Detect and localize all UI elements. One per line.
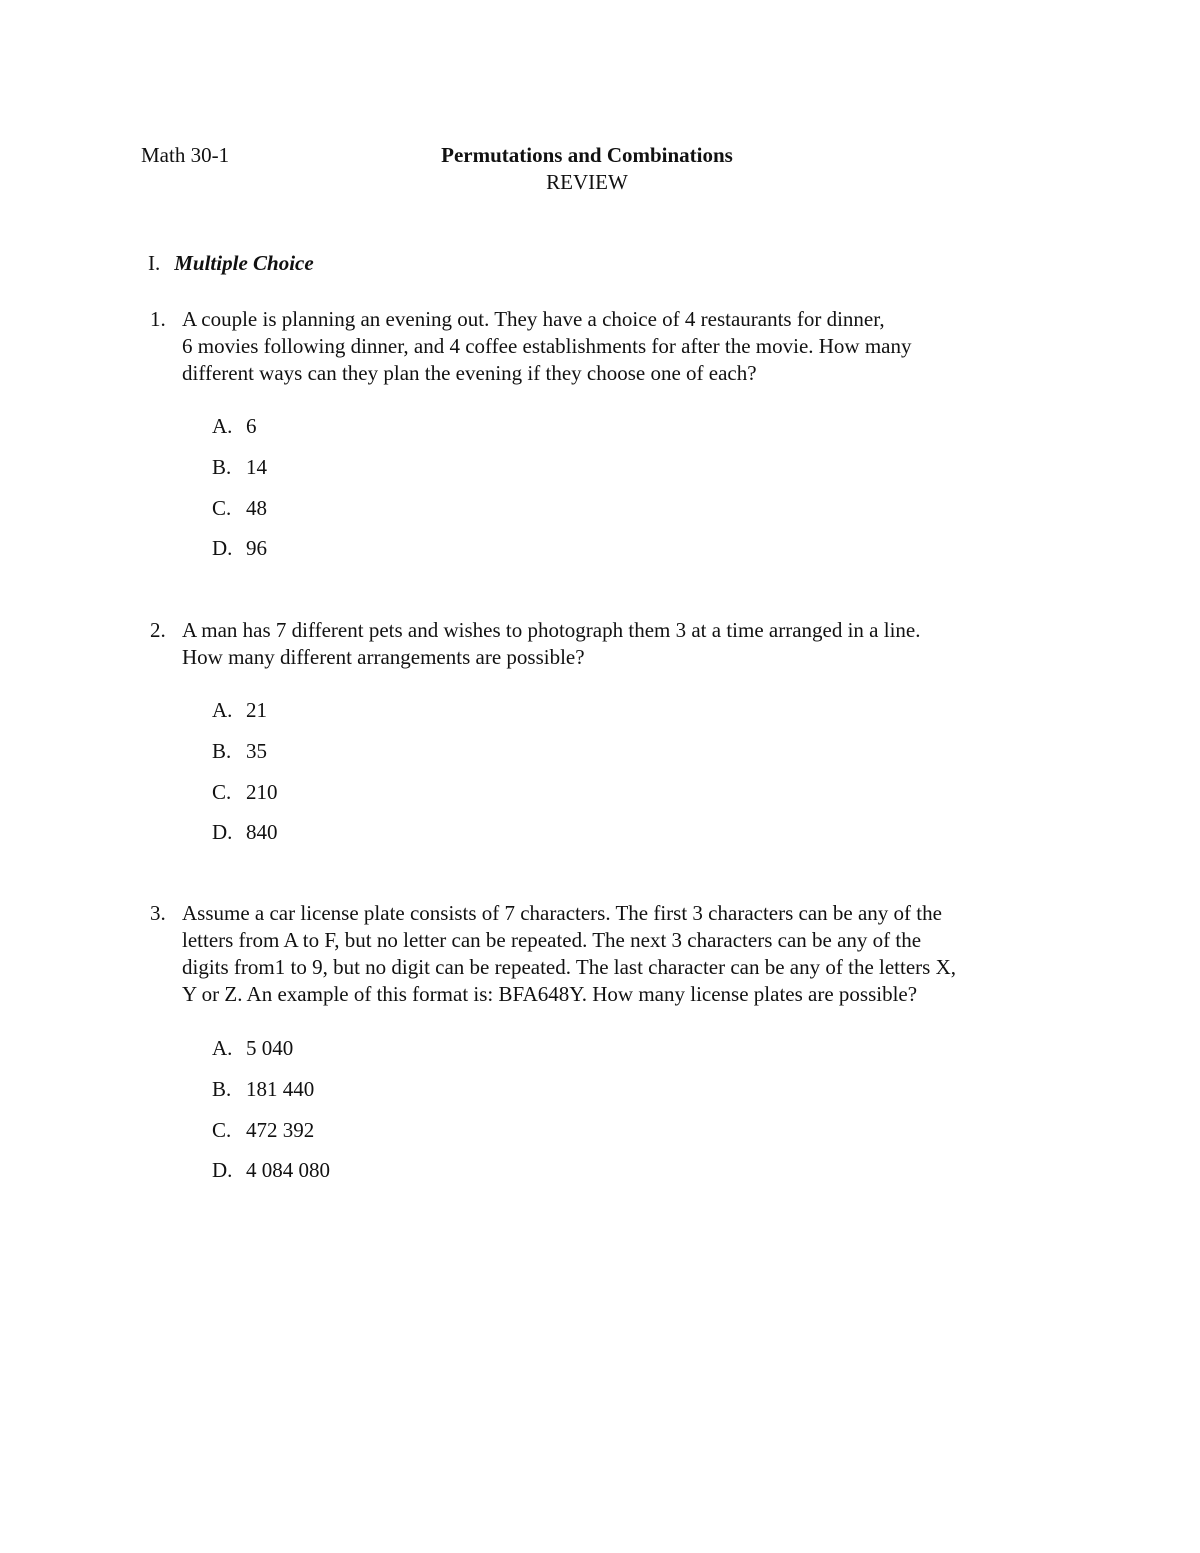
question-text-line: A couple is planning an evening out. They have a choice of 4 restaurants for dinner, [182,307,885,331]
option-letter: A. [212,698,233,722]
option-letter: D. [212,820,233,844]
option-letter: A. [212,1036,233,1060]
page-title: Permutations and Combinations [441,143,733,167]
option-value: 48 [246,496,267,520]
option-value: 181 440 [246,1077,315,1101]
question-text-line: 6 movies following dinner, and 4 coffee establishments for after the movie. How many [182,334,912,358]
option-value: 35 [246,739,267,763]
question-number: 1. [150,307,166,331]
option-letter: C. [212,780,232,804]
option-letter: B. [212,455,232,479]
option-letter: C. [212,496,232,520]
question-text-line: Y or Z. An example of this format is: BFA648Y. How many license plates are possible? [182,982,918,1006]
option-letter: B. [212,1077,232,1101]
question-text-line: How many different arrangements are possible? [182,645,585,669]
option-letter: C. [212,1118,232,1142]
option-value: 6 [246,414,257,438]
question-number: 2. [150,618,166,642]
question-text-line: A man has 7 different pets and wishes to photograph them 3 at a time arranged in a line. [182,618,921,642]
option-value: 472 392 [246,1118,315,1142]
course-label: Math 30-1 [141,143,230,167]
option-value: 210 [246,780,278,804]
section-numeral: I. [148,251,161,275]
option-value: 4 084 080 [246,1158,330,1182]
option-value: 840 [246,820,278,844]
option-letter: B. [212,739,232,763]
page-subtitle: REVIEW [546,170,628,194]
option-value: 21 [246,698,267,722]
option-value: 96 [246,536,267,560]
option-letter: A. [212,414,233,438]
option-value: 14 [246,455,267,479]
option-letter: D. [212,1158,233,1182]
question-text-line: digits from1 to 9, but no digit can be repeated. The last character can be any of the letters X, [182,955,957,979]
section-heading [148,251,314,276]
question-text-line: different ways can they plan the evening if they choose one of each? [182,361,757,385]
section-title: Multiple Choice [174,251,314,275]
question-text-line: Assume a car license plate consists of 7 characters. The first 3 characters can be any of the [182,901,942,925]
option-value: 5 040 [246,1036,294,1060]
question-text-line: letters from A to F, but no letter can be repeated. The next 3 characters can be any of the [182,928,922,952]
option-letter: D. [212,536,233,560]
question-number: 3. [150,901,166,925]
